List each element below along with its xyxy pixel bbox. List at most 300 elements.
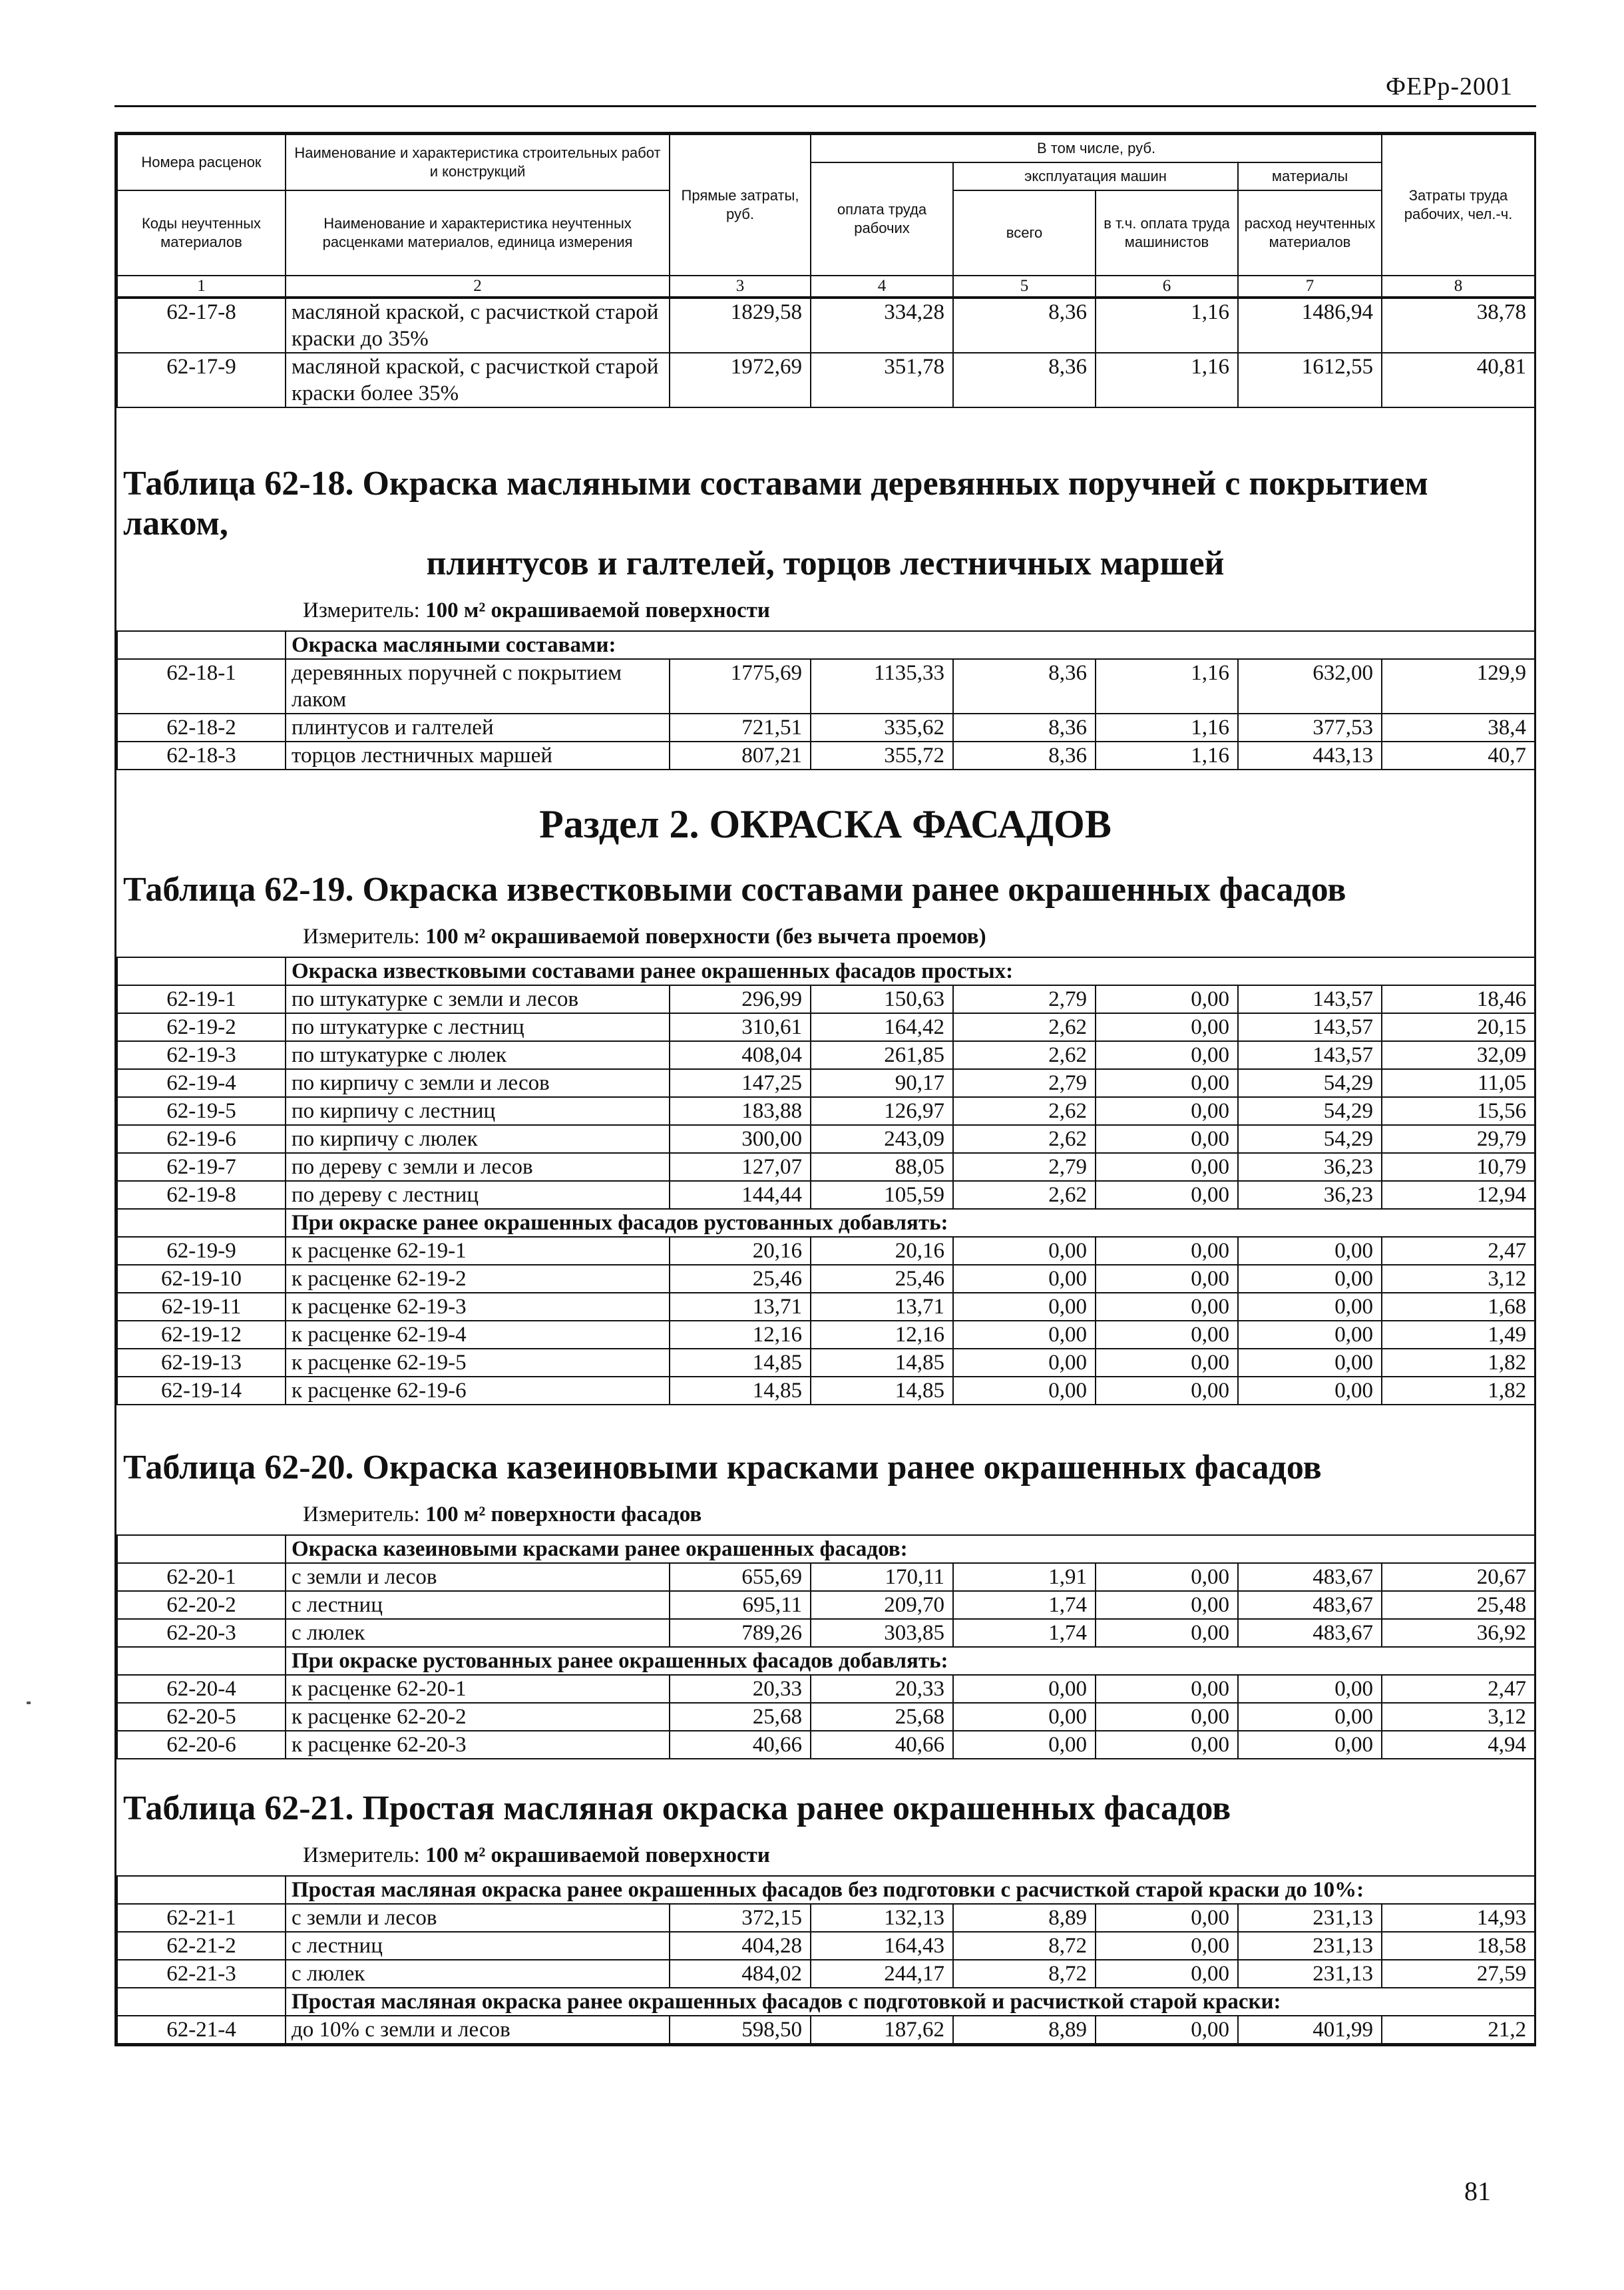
machines-total-cell: 8,89 xyxy=(953,2016,1096,2044)
machines-total-cell: 1,91 xyxy=(953,1563,1096,1591)
col-machines-header: эксплуатация машин xyxy=(953,162,1238,190)
material-usage-cell: 0,00 xyxy=(1238,1731,1382,1759)
table-row xyxy=(117,1321,1535,1349)
table-row xyxy=(117,298,1535,353)
worker-pay-cell: 164,42 xyxy=(811,1013,953,1041)
labor-costs-cell: 129,9 xyxy=(1382,659,1535,714)
table-row xyxy=(117,1904,1535,1932)
rate-code-cell: 62-21-2 xyxy=(117,1932,286,1960)
worker-pay-cell: 20,16 xyxy=(811,1237,953,1265)
machines-total-cell: 2,62 xyxy=(953,1097,1096,1125)
table-row xyxy=(117,1153,1535,1181)
rate-code-cell: 62-19-12 xyxy=(117,1321,286,1349)
material-usage-cell: 0,00 xyxy=(1238,1349,1382,1377)
labor-costs-cell: 1,68 xyxy=(1382,1293,1535,1321)
table-row xyxy=(117,1377,1535,1405)
worker-pay-cell: 1135,33 xyxy=(811,659,953,714)
document-code: ФЕРр-2001 xyxy=(1385,73,1513,101)
column-number: 4 xyxy=(811,276,953,297)
table-row xyxy=(117,2016,1535,2044)
worker-pay-cell: 90,17 xyxy=(811,1069,953,1097)
labor-costs-cell: 20,67 xyxy=(1382,1563,1535,1591)
table-62-20-heading xyxy=(116,1439,1534,1534)
table-row xyxy=(117,1349,1535,1377)
table-title: Таблица 62-19. Окраска известковыми составами ранее окрашенных фасадов xyxy=(123,871,1346,909)
labor-costs-cell: 40,81 xyxy=(1382,353,1535,407)
direct-costs-cell: 183,88 xyxy=(670,1097,811,1125)
measurement-value: 100 м² окрашиваемой поверхности xyxy=(425,1843,770,1867)
table-row xyxy=(117,1563,1535,1591)
labor-costs-cell: 14,93 xyxy=(1382,1904,1535,1932)
labor-costs-cell: 36,92 xyxy=(1382,1619,1535,1647)
operator-pay-cell: 1,16 xyxy=(1096,353,1238,407)
labor-costs-cell: 40,7 xyxy=(1382,742,1535,770)
machines-total-cell: 0,00 xyxy=(953,1265,1096,1293)
material-usage-cell: 54,29 xyxy=(1238,1069,1382,1097)
operator-pay-cell: 0,00 xyxy=(1096,1265,1238,1293)
material-usage-cell: 231,13 xyxy=(1238,1904,1382,1932)
empty-cell xyxy=(117,1988,286,2016)
direct-costs-cell: 807,21 xyxy=(670,742,811,770)
table-title-line: Таблица 62-18. Окраска масляными составами деревянных поручней с покрытием лаком, xyxy=(123,465,1428,543)
material-usage-cell: 0,00 xyxy=(1238,1265,1382,1293)
direct-costs-cell: 14,85 xyxy=(670,1377,811,1405)
machines-total-cell: 0,00 xyxy=(953,1293,1096,1321)
machines-total-cell: 8,36 xyxy=(953,742,1096,770)
rate-code-cell: 62-18-3 xyxy=(117,742,286,770)
subheading-text: При окраске рустованных ранее окрашенных фасадов добавлять: xyxy=(286,1647,1535,1675)
operator-pay-cell: 0,00 xyxy=(1096,1181,1238,1209)
machines-total-cell: 2,79 xyxy=(953,985,1096,1013)
subheading-text: Окраска масляными составами: xyxy=(286,631,1535,659)
rate-code-cell: 62-19-6 xyxy=(117,1125,286,1153)
material-usage-cell: 401,99 xyxy=(1238,2016,1382,2044)
operator-pay-cell: 0,00 xyxy=(1096,1321,1238,1349)
labor-costs-cell: 29,79 xyxy=(1382,1125,1535,1153)
worker-pay-cell: 126,97 xyxy=(811,1097,953,1125)
measurement-label: Измеритель: xyxy=(303,1843,420,1867)
operator-pay-cell: 0,00 xyxy=(1096,1069,1238,1097)
rate-code-cell: 62-20-2 xyxy=(117,1591,286,1619)
work-name-cell: по штукатурке с люлек xyxy=(286,1041,670,1069)
rate-code-cell: 62-21-4 xyxy=(117,2016,286,2044)
work-name-cell: к расценке 62-20-3 xyxy=(286,1731,670,1759)
work-name-cell: плинтусов и галтелей xyxy=(286,714,670,742)
worker-pay-cell: 261,85 xyxy=(811,1041,953,1069)
machines-total-cell: 8,89 xyxy=(953,1904,1096,1932)
empty-cell xyxy=(117,1647,286,1675)
worker-pay-cell: 209,70 xyxy=(811,1591,953,1619)
table-row xyxy=(117,1932,1535,1960)
machines-total-cell: 2,62 xyxy=(953,1181,1096,1209)
rate-code-cell: 62-19-8 xyxy=(117,1181,286,1209)
worker-pay-cell: 25,46 xyxy=(811,1265,953,1293)
table-row xyxy=(117,1097,1535,1125)
column-number-row xyxy=(117,276,1535,297)
material-usage-cell: 54,29 xyxy=(1238,1125,1382,1153)
worker-pay-cell: 351,78 xyxy=(811,353,953,407)
rate-code-cell: 62-21-3 xyxy=(117,1960,286,1988)
material-usage-cell: 143,57 xyxy=(1238,1013,1382,1041)
col-including-header: В том числе, руб. xyxy=(811,134,1382,162)
work-name-cell: масляной краской, с расчисткой старой краски до 35% xyxy=(286,298,670,353)
rate-code-cell: 62-19-13 xyxy=(117,1349,286,1377)
worker-pay-cell: 334,28 xyxy=(811,298,953,353)
rate-code-cell: 62-19-2 xyxy=(117,1013,286,1041)
spacer xyxy=(116,1405,1534,1439)
subheading-row xyxy=(117,957,1535,985)
table-62-21-heading xyxy=(116,1779,1534,1875)
material-usage-cell: 0,00 xyxy=(1238,1237,1382,1265)
table-row xyxy=(117,1293,1535,1321)
worker-pay-cell: 40,66 xyxy=(811,1731,953,1759)
rate-code-cell: 62-19-7 xyxy=(117,1153,286,1181)
direct-costs-cell: 12,16 xyxy=(670,1321,811,1349)
column-number: 7 xyxy=(1238,276,1382,297)
operator-pay-cell: 0,00 xyxy=(1096,1675,1238,1703)
machines-total-cell: 0,00 xyxy=(953,1675,1096,1703)
worker-pay-cell: 187,62 xyxy=(811,2016,953,2044)
direct-costs-cell: 484,02 xyxy=(670,1960,811,1988)
work-name-cell: к расценке 62-20-2 xyxy=(286,1703,670,1731)
work-name-cell: к расценке 62-19-4 xyxy=(286,1321,670,1349)
material-usage-cell: 1486,94 xyxy=(1238,298,1382,353)
worker-pay-cell: 164,43 xyxy=(811,1932,953,1960)
direct-costs-cell: 721,51 xyxy=(670,714,811,742)
operator-pay-cell: 0,00 xyxy=(1096,1293,1238,1321)
rate-code-cell: 62-17-8 xyxy=(117,298,286,353)
scan-speck xyxy=(27,1702,31,1704)
material-usage-cell: 143,57 xyxy=(1238,985,1382,1013)
work-name-cell: масляной краской, с расчисткой старой краски более 35% xyxy=(286,353,670,407)
operator-pay-cell: 0,00 xyxy=(1096,1703,1238,1731)
col-worker-pay-header: оплата труда рабочих xyxy=(811,162,953,276)
work-name-cell: по дереву с лестниц xyxy=(286,1181,670,1209)
subheading-text: Окраска известковыми составами ранее окрашенных фасадов простых: xyxy=(286,957,1535,985)
machines-total-cell: 2,79 xyxy=(953,1153,1096,1181)
worker-pay-cell: 25,68 xyxy=(811,1703,953,1731)
rate-code-cell: 62-19-10 xyxy=(117,1265,286,1293)
rate-code-cell: 62-20-4 xyxy=(117,1675,286,1703)
machines-total-cell: 8,36 xyxy=(953,714,1096,742)
labor-costs-cell: 2,47 xyxy=(1382,1675,1535,1703)
worker-pay-cell: 14,85 xyxy=(811,1349,953,1377)
table-row xyxy=(117,1619,1535,1647)
direct-costs-cell: 1829,58 xyxy=(670,298,811,353)
section-title: Раздел 2. ОКРАСКА ФАСАДОВ xyxy=(539,802,1112,846)
rate-code-cell: 62-19-4 xyxy=(117,1069,286,1097)
empty-cell xyxy=(117,1535,286,1563)
direct-costs-cell: 789,26 xyxy=(670,1619,811,1647)
operator-pay-cell: 0,00 xyxy=(1096,1619,1238,1647)
table-62-20 xyxy=(116,1534,1535,1759)
worker-pay-cell: 12,16 xyxy=(811,1321,953,1349)
material-usage-cell: 54,29 xyxy=(1238,1097,1382,1125)
worker-pay-cell: 105,59 xyxy=(811,1181,953,1209)
labor-costs-cell: 1,49 xyxy=(1382,1321,1535,1349)
machines-total-cell: 2,62 xyxy=(953,1125,1096,1153)
material-usage-cell: 632,00 xyxy=(1238,659,1382,714)
labor-costs-cell: 18,46 xyxy=(1382,985,1535,1013)
table-title: Таблица 62-21. Простая масляная окраска ранее окрашенных фасадов xyxy=(123,1789,1231,1827)
direct-costs-cell: 372,15 xyxy=(670,1904,811,1932)
work-name-cell: с люлек xyxy=(286,1960,670,1988)
measurement-label: Измеритель: xyxy=(303,925,420,949)
labor-costs-cell: 21,2 xyxy=(1382,2016,1535,2044)
direct-costs-cell: 310,61 xyxy=(670,1013,811,1041)
operator-pay-cell: 0,00 xyxy=(1096,1013,1238,1041)
work-name-cell: к расценке 62-19-1 xyxy=(286,1237,670,1265)
labor-costs-cell: 3,12 xyxy=(1382,1703,1535,1731)
rate-code-cell: 62-20-1 xyxy=(117,1563,286,1591)
column-number: 8 xyxy=(1382,276,1535,297)
rates-document xyxy=(114,132,1536,2046)
col-operator-pay-header: в т.ч. оплата труда машинистов xyxy=(1096,190,1238,276)
work-name-cell: по кирпичу с лестниц xyxy=(286,1097,670,1125)
rate-code-cell: 62-20-5 xyxy=(117,1703,286,1731)
labor-costs-cell: 1,82 xyxy=(1382,1349,1535,1377)
material-usage-cell: 0,00 xyxy=(1238,1703,1382,1731)
work-name-cell: до 10% с земли и лесов xyxy=(286,2016,670,2044)
direct-costs-cell: 20,16 xyxy=(670,1237,811,1265)
worker-pay-cell: 335,62 xyxy=(811,714,953,742)
table-row xyxy=(117,1591,1535,1619)
labor-costs-cell: 15,56 xyxy=(1382,1097,1535,1125)
table-62-17 xyxy=(116,298,1535,408)
rate-code-cell: 62-19-9 xyxy=(117,1237,286,1265)
measurement-unit xyxy=(303,597,1527,624)
worker-pay-cell: 243,09 xyxy=(811,1125,953,1153)
direct-costs-cell: 127,07 xyxy=(670,1153,811,1181)
material-usage-cell: 0,00 xyxy=(1238,1293,1382,1321)
work-name-cell: к расценке 62-19-3 xyxy=(286,1293,670,1321)
rate-code-cell: 62-19-5 xyxy=(117,1097,286,1125)
worker-pay-cell: 88,05 xyxy=(811,1153,953,1181)
direct-costs-cell: 1775,69 xyxy=(670,659,811,714)
col-direct-costs-header: Прямые затраты, руб. xyxy=(670,134,811,276)
measurement-unit xyxy=(303,1501,1527,1528)
work-name-cell: по кирпичу с земли и лесов xyxy=(286,1069,670,1097)
measurement-value: 100 м² окрашиваемой поверхности xyxy=(425,598,770,622)
table-row xyxy=(117,353,1535,407)
material-usage-cell: 483,67 xyxy=(1238,1591,1382,1619)
col-materials-header: материалы xyxy=(1238,162,1382,190)
machines-total-cell: 1,74 xyxy=(953,1619,1096,1647)
machines-total-cell: 2,62 xyxy=(953,1041,1096,1069)
col-rate-number-header: Номера расценок xyxy=(117,134,286,190)
material-usage-cell: 443,13 xyxy=(1238,742,1382,770)
subheading-row xyxy=(117,1209,1535,1237)
column-number: 6 xyxy=(1096,276,1238,297)
material-usage-cell: 143,57 xyxy=(1238,1041,1382,1069)
operator-pay-cell: 1,16 xyxy=(1096,298,1238,353)
work-name-cell: к расценке 62-19-5 xyxy=(286,1349,670,1377)
table-row xyxy=(117,1181,1535,1209)
machines-total-cell: 0,00 xyxy=(953,1349,1096,1377)
labor-costs-cell: 12,94 xyxy=(1382,1181,1535,1209)
table-62-19-heading xyxy=(116,861,1534,957)
rate-code-cell: 62-19-14 xyxy=(117,1377,286,1405)
work-name-cell: по кирпичу с люлек xyxy=(286,1125,670,1153)
operator-pay-cell: 1,16 xyxy=(1096,714,1238,742)
direct-costs-cell: 404,28 xyxy=(670,1932,811,1960)
labor-costs-cell: 25,48 xyxy=(1382,1591,1535,1619)
table-row xyxy=(117,1265,1535,1293)
labor-costs-cell: 10,79 xyxy=(1382,1153,1535,1181)
machines-total-cell: 0,00 xyxy=(953,1731,1096,1759)
direct-costs-cell: 25,46 xyxy=(670,1265,811,1293)
direct-costs-cell: 14,85 xyxy=(670,1349,811,1377)
operator-pay-cell: 0,00 xyxy=(1096,1563,1238,1591)
machines-total-cell: 8,36 xyxy=(953,298,1096,353)
rate-code-cell: 62-17-9 xyxy=(117,353,286,407)
labor-costs-cell: 4,94 xyxy=(1382,1731,1535,1759)
direct-costs-cell: 296,99 xyxy=(670,985,811,1013)
operator-pay-cell: 0,00 xyxy=(1096,2016,1238,2044)
labor-costs-cell: 38,4 xyxy=(1382,714,1535,742)
operator-pay-cell: 0,00 xyxy=(1096,1731,1238,1759)
table-row xyxy=(117,1125,1535,1153)
direct-costs-cell: 598,50 xyxy=(670,2016,811,2044)
machines-total-cell: 8,72 xyxy=(953,1932,1096,1960)
col-material-names-header: Наименование и характеристика неучтенных расценками материалов, единица измерения xyxy=(286,190,670,276)
direct-costs-cell: 655,69 xyxy=(670,1563,811,1591)
table-row xyxy=(117,1013,1535,1041)
material-usage-cell: 0,00 xyxy=(1238,1675,1382,1703)
rate-code-cell: 62-19-11 xyxy=(117,1293,286,1321)
subheading-row xyxy=(117,1988,1535,2016)
table-row xyxy=(117,1703,1535,1731)
labor-costs-cell: 2,47 xyxy=(1382,1237,1535,1265)
table-row xyxy=(117,714,1535,742)
labor-costs-cell: 3,12 xyxy=(1382,1265,1535,1293)
labor-costs-cell: 18,58 xyxy=(1382,1932,1535,1960)
subheading-text: Окраска казеиновыми красками ранее окрашенных фасадов: xyxy=(286,1535,1535,1563)
column-number: 2 xyxy=(286,276,670,297)
work-name-cell: с земли и лесов xyxy=(286,1904,670,1932)
column-header-table xyxy=(116,134,1535,298)
column-number: 5 xyxy=(953,276,1096,297)
direct-costs-cell: 147,25 xyxy=(670,1069,811,1097)
subheading-row xyxy=(117,1647,1535,1675)
table-title xyxy=(123,464,1527,584)
rate-code-cell: 62-19-1 xyxy=(117,985,286,1013)
labor-costs-cell: 38,78 xyxy=(1382,298,1535,353)
operator-pay-cell: 0,00 xyxy=(1096,1125,1238,1153)
labor-costs-cell: 1,82 xyxy=(1382,1377,1535,1405)
direct-costs-cell: 408,04 xyxy=(670,1041,811,1069)
header-rule xyxy=(114,105,1536,107)
material-usage-cell: 1612,55 xyxy=(1238,353,1382,407)
material-usage-cell: 377,53 xyxy=(1238,714,1382,742)
work-name-cell: деревянных поручней с покрытием лаком xyxy=(286,659,670,714)
measurement-label: Измеритель: xyxy=(303,1502,420,1526)
column-number: 1 xyxy=(117,276,286,297)
direct-costs-cell: 20,33 xyxy=(670,1675,811,1703)
empty-cell xyxy=(117,1876,286,1904)
table-row xyxy=(117,985,1535,1013)
material-usage-cell: 36,23 xyxy=(1238,1181,1382,1209)
table-62-18-heading xyxy=(116,455,1534,630)
empty-cell xyxy=(117,957,286,985)
material-usage-cell: 231,13 xyxy=(1238,1960,1382,1988)
material-usage-cell: 0,00 xyxy=(1238,1377,1382,1405)
rate-code-cell: 62-19-3 xyxy=(117,1041,286,1069)
direct-costs-cell: 695,11 xyxy=(670,1591,811,1619)
table-row xyxy=(117,1041,1535,1069)
machines-total-cell: 8,72 xyxy=(953,1960,1096,1988)
operator-pay-cell: 1,16 xyxy=(1096,742,1238,770)
table-row xyxy=(117,1069,1535,1097)
measurement-label: Измеритель: xyxy=(303,598,420,622)
labor-costs-cell: 27,59 xyxy=(1382,1960,1535,1988)
table-62-21 xyxy=(116,1875,1535,2044)
work-name-cell: по дереву с земли и лесов xyxy=(286,1153,670,1181)
machines-total-cell: 0,00 xyxy=(953,1377,1096,1405)
direct-costs-cell: 1972,69 xyxy=(670,353,811,407)
table-row xyxy=(117,1731,1535,1759)
material-usage-cell: 483,67 xyxy=(1238,1619,1382,1647)
direct-costs-cell: 300,00 xyxy=(670,1125,811,1153)
material-usage-cell: 231,13 xyxy=(1238,1932,1382,1960)
work-name-cell: к расценке 62-19-6 xyxy=(286,1377,670,1405)
machines-total-cell: 2,62 xyxy=(953,1013,1096,1041)
worker-pay-cell: 132,13 xyxy=(811,1904,953,1932)
operator-pay-cell: 0,00 xyxy=(1096,1960,1238,1988)
table-title: Таблица 62-20. Окраска казеиновыми красками ранее окрашенных фасадов xyxy=(123,1449,1322,1487)
measurement-unit xyxy=(303,923,1527,950)
labor-costs-cell: 20,15 xyxy=(1382,1013,1535,1041)
machines-total-cell: 0,00 xyxy=(953,1703,1096,1731)
worker-pay-cell: 355,72 xyxy=(811,742,953,770)
empty-cell xyxy=(117,631,286,659)
material-usage-cell: 36,23 xyxy=(1238,1153,1382,1181)
rate-code-cell: 62-18-1 xyxy=(117,659,286,714)
worker-pay-cell: 244,17 xyxy=(811,1960,953,1988)
operator-pay-cell: 0,00 xyxy=(1096,1904,1238,1932)
column-number: 3 xyxy=(670,276,811,297)
operator-pay-cell: 0,00 xyxy=(1096,1349,1238,1377)
work-name-cell: по штукатурке с земли и лесов xyxy=(286,985,670,1013)
col-work-name-header: Наименование и характеристика строительных работ и конструкций xyxy=(286,134,670,190)
subheading-row xyxy=(117,1876,1535,1904)
operator-pay-cell: 0,00 xyxy=(1096,1377,1238,1405)
col-material-codes-header: Коды неучтенных материалов xyxy=(117,190,286,276)
table-title-line: плинтусов и галтелей, торцов лестничных маршей xyxy=(426,545,1225,582)
machines-total-cell: 8,36 xyxy=(953,659,1096,714)
worker-pay-cell: 170,11 xyxy=(811,1563,953,1591)
subheading-text: Простая масляная окраска ранее окрашенных фасадов с подготовкой и расчисткой старой краски: xyxy=(286,1988,1535,2016)
subheading-row xyxy=(117,631,1535,659)
table-row xyxy=(117,1237,1535,1265)
col-material-usage-header: расход неучтенных материалов xyxy=(1238,190,1382,276)
measurement-value: 100 м² поверхности фасадов xyxy=(425,1502,702,1526)
subheading-text: Простая масляная окраска ранее окрашенных фасадов без подготовки с расчисткой старой краски до 10%: xyxy=(286,1876,1535,1904)
machines-total-cell: 0,00 xyxy=(953,1237,1096,1265)
rate-code-cell: 62-20-3 xyxy=(117,1619,286,1647)
material-usage-cell: 0,00 xyxy=(1238,1321,1382,1349)
empty-cell xyxy=(117,1209,286,1237)
work-name-cell: к расценке 62-20-1 xyxy=(286,1675,670,1703)
measurement-unit xyxy=(303,1842,1527,1869)
rate-code-cell: 62-20-6 xyxy=(117,1731,286,1759)
direct-costs-cell: 25,68 xyxy=(670,1703,811,1731)
measurement-value: 100 м² окрашиваемой поверхности (без вычета проемов) xyxy=(425,925,986,949)
spacer xyxy=(116,1759,1534,1779)
table-62-19 xyxy=(116,957,1535,1405)
operator-pay-cell: 0,00 xyxy=(1096,1153,1238,1181)
operator-pay-cell: 0,00 xyxy=(1096,1932,1238,1960)
